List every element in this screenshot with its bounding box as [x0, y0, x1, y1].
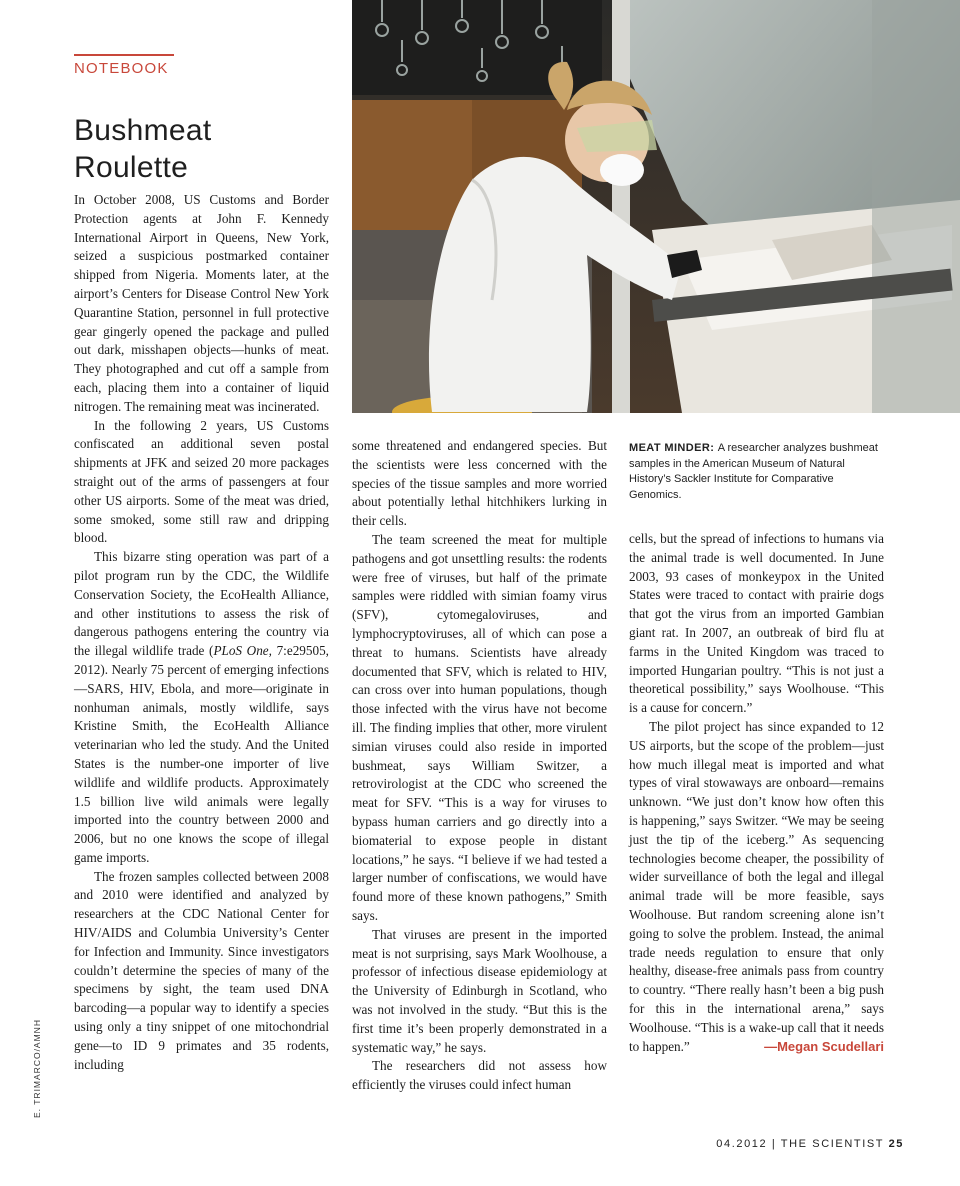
article-column-1	[74, 191, 329, 1074]
article-column-3	[629, 530, 884, 1056]
title-line-1: Bushmeat	[74, 114, 212, 147]
photo-caption: MEAT MINDER: A researcher analyzes bushmeat samples in the American Museum of Natural History’s Sackler Institute for Comparative Genomics.	[629, 442, 878, 501]
paragraph: some threatened and endangered species. But the scientists were less concerned with the species of the tissue samples and more worried about potentially lethal hitchhikers lurking in their cells.	[352, 438, 607, 529]
paragraph: The frozen samples collected between 2008 and 2010 were identified and analyzed by researchers at the CDC National Center for HIV/AIDS and Columbia University’s Center for Infection and Immunity. Since investigators couldn’t determine the species of many of the specimens by sight, the team used DNA barcoding—a popular way to identify a species using only a tiny snippet of one mitochondrial gene—to ID 9 primates and 35 rodents, including	[74, 868, 329, 1072]
section-rule	[74, 54, 174, 56]
section-label: NOTEBOOK	[74, 60, 169, 77]
lab-photo	[352, 0, 960, 413]
paragraph: That viruses are present in the imported meat is not surprising, says Mark Woolhouse, a professor of infectious disease epidemiology at the University of Edinburgh in Scotland, who was not involved in the study. “But this is the first time it’s been properly demonstrated in a systematic way,” he says.	[352, 926, 607, 1055]
article-column-2	[352, 437, 607, 1095]
page-folio	[716, 1138, 904, 1150]
paragraph: The team screened the meat for multiple pathogens and got unsettling results: the rodents were free of viruses, but half of the primate samples were riddled with simian foamy virus (SFV), cytomegaloviruses, and lymphocryptoviruses, all of which can pose a threat to humans. Scientists have already documented that SFV, which is related to HIV, can cross over into human populations, though those infected with the virus have not become ill. The finding implies that other, more virulent simian viruses could also reside in imported bushmeat, says William Switzer, a retrovirologist at the CDC who screened the meat for SFV. “This is a way for viruses to bypass human carriers and go directly into a biomaterial to expose people in distant locations,” he says. “I believe if we had tested a larger number of confiscations, we would have found more of these known pathogens,” Smith says.	[352, 531, 607, 923]
paragraph: The pilot project has since expanded to 12 US airports, but the scope of the problem—just how much illegal meat is imported and what types of viral stowaways are onboard—remains unknown. “We just don’t know how often this is happening,” says Switzer. “We may be seeing just the tip of the iceberg.” As sequencing technologies become cheaper, the possibility of wider surveillance of both the legal and illegal animal trade will be more feasible, says Woolhouse. But random screening alone isn’t going to solve the problem. Instead, the animal trade needs regulation to ensure that only healthy, disease-free animals pass from country to country. “There really hasn’t been a big push for this in the international arena,” says Woolhouse. “This is a wake-up call that it needs to happen.” —Megan Scudellari	[629, 718, 884, 1056]
paragraph: In October 2008, US Customs and Border Protection agents at John F. Kennedy International Airport in Queens, New York, seized a suspicious postmarked container shipped from Nigeria. Moments later, at the airport’s Centers for Disease Control New York Quarantine Station, personnel in full protective gear gingerly opened the package and pulled out dark, misshapen objects—hunks of meat. They photographed and cut off a sample from each, placing them into a container of liquid nitrogen. The remaining meat was incinerated.	[74, 192, 329, 414]
paragraph: In the following 2 years, US Customs confiscated an additional seven postal shipments at JFK and seized 20 more packages straight out of the arms of passengers at four other US airports. Some of the meat was dried, some smoked, some still raw and dripping blood.	[74, 417, 329, 546]
paragraph: cells, but the spread of infections to humans via the animal trade is well documented. In June 2003, 93 cases of monkeypox in the United States were traced to contact with prairie dogs that got the virus from an imported Gambian giant rat. In 2007, an outbreak of bird flu at farms in the United Kingdom was traced to imported Hungarian poultry. “This is not just a theoretical possibility,” says Woolhouse. “This is a cause for concern.”	[629, 531, 884, 716]
photo-credit: E. TRIMARCO/AMNH	[32, 1019, 42, 1118]
page-number: 25	[888, 1138, 904, 1150]
issue-label: 04.2012 | THE SCIENTIST	[716, 1138, 884, 1150]
author-byline: —Megan Scudellari	[764, 1038, 884, 1054]
paragraph: The researchers did not assess how efficiently the viruses could infect human	[352, 1058, 607, 1093]
article-title	[74, 112, 344, 186]
paragraph: This bizarre sting operation was part of a pilot program run by the CDC, the Wildlife Conservation Society, the EcoHealth Alliance, and other institutions to assess the risk of dangerous pathogens entering the country via the illegal wildlife trade (PLoS One, 7:e29505, 2012). Nearly 75 percent of emerging infections—SARS, HIV, Ebola, and more—originate in nonhuman animals, mostly wildlife, says Kristine Smith, the EcoHealth Alliance veterinarian who led the study. And the United States is the number-one importer of live wildlife and wildlife products. Approximately 1.5 billion live wild animals were legally imported into the country between 2000 and 2006, but no one knows the scope of illegal game imports.	[74, 549, 329, 865]
caption-head: MEAT MINDER	[629, 442, 711, 454]
lab-photo-illustration	[352, 0, 960, 413]
title-line-2: Roulette	[74, 151, 189, 184]
caption-text: A researcher analyzes bushmeat samples in the American Museum of Natural History’s Sackler Institute for Comparative Genomics.	[629, 442, 878, 501]
journal-citation: PLoS One,	[213, 643, 272, 659]
